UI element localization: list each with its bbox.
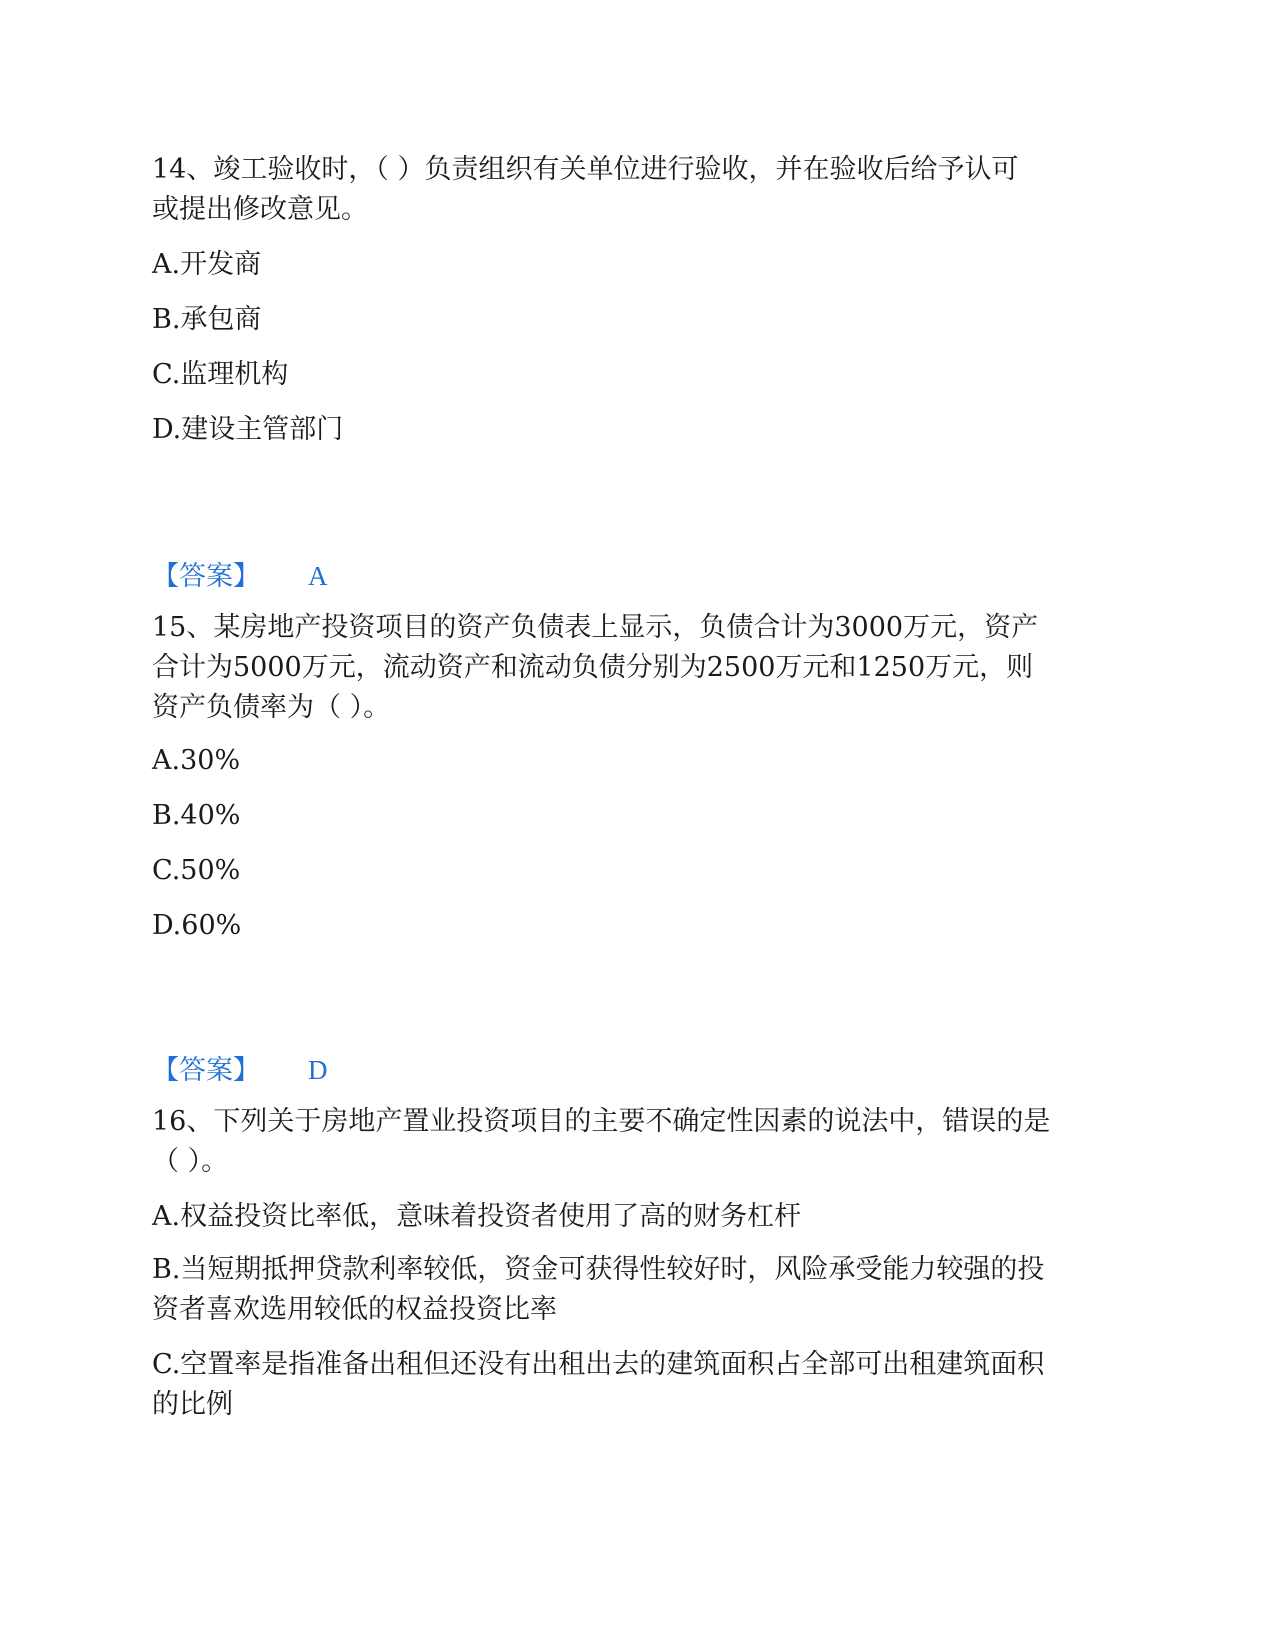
q14-stem-line-2: 或提出修改意见。 (152, 194, 368, 225)
q16-stem-line-2: （ ）。 (152, 1146, 229, 1177)
q15-option-b: B.40% (152, 800, 241, 831)
answer-label: 【答案】 (152, 561, 260, 592)
q14-option-c: C.监理机构 (152, 359, 289, 390)
q15-option-a: A.30% (152, 745, 241, 776)
q14-option-d: D.建设主管部门 (152, 414, 344, 445)
q14-answer (152, 556, 328, 597)
q16-option-a: A.权益投资比率低，意味着投资者使用了高的财务杠杆 (152, 1201, 802, 1232)
q16-option-b-line-2: 资者喜欢选用较低的权益投资比率 (152, 1294, 557, 1325)
q16-option-c-line-1: C.空置率是指准备出租但还没有出租出去的建筑面积占全部可出租建筑面积 (152, 1349, 1045, 1380)
q16-stem-line-1: 16、下列关于房地产置业投资项目的主要不确定性因素的说法中，错误的是 (152, 1106, 1051, 1137)
answer-label: 【答案】 (152, 1055, 260, 1086)
answer-value: A (308, 561, 328, 591)
q16-option-c-line-2: 的比例 (152, 1389, 233, 1420)
q15-stem-line-1: 15、某房地产投资项目的资产负债表上显示，负债合计为3000万元，资产 (152, 612, 1039, 643)
q15-stem-line-2: 合计为5000万元，流动资产和流动负债分别为2500万元和1250万元，则 (152, 652, 1034, 683)
q14-option-b: B.承包商 (152, 304, 262, 335)
q14-stem-line-1: 14、竣工验收时，（ ）负责组织有关单位进行验收，并在验收后给予认可 (152, 154, 1019, 185)
q15-option-d: D.60% (152, 910, 242, 941)
q16-option-b-line-1: B.当短期抵押贷款利率较低，资金可获得性较好时，风险承受能力较强的投 (152, 1254, 1045, 1285)
answer-value: D (308, 1055, 328, 1085)
q15-answer (152, 1050, 328, 1091)
q15-option-c: C.50% (152, 855, 241, 886)
q14-option-a: A.开发商 (152, 249, 262, 280)
q15-stem-line-3: 资产负债率为（ ）。 (152, 692, 391, 723)
